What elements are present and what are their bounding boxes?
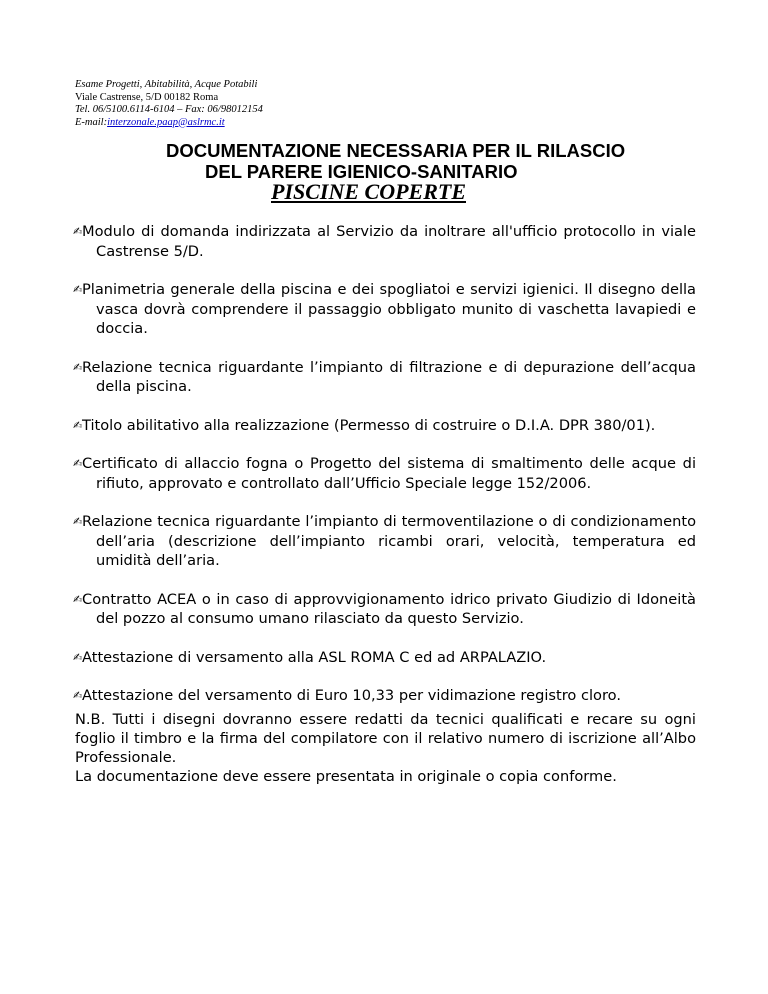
- title-line-2: DEL PARERE IGIENICO-SANITARIO: [205, 161, 518, 182]
- list-item-text: Attestazione di versamento alla ASL ROMA C ed ad ARPALAZIO.: [82, 648, 547, 666]
- list-item: [75, 512, 696, 571]
- list-item: [75, 590, 696, 629]
- writing-hand-icon: ✍: [73, 418, 83, 432]
- note-block: [75, 710, 696, 786]
- list-item: [75, 648, 696, 668]
- list-item: [75, 280, 696, 339]
- list-item-text: Titolo abilitativo alla realizzazione (Permesso di costruire o D.I.A. DPR 380/01).: [82, 416, 656, 434]
- email-link[interactable]: interzonale.paap@aslrmc.it: [107, 116, 225, 128]
- office-phone: Tel. 06/5100.6114-6104 – Fax: 06/98012154: [75, 104, 263, 115]
- email-label: E-mail:: [75, 116, 108, 128]
- list-item-text: Planimetria generale della piscina e dei spogliatoi e servizi igienici. Il disegno della vasca dovrà comprendere il passaggio obbligato munito di vaschetta lavapiedi e doccia.: [82, 281, 696, 337]
- document-subtitle: PISCINE COPERTE: [271, 179, 466, 204]
- list-item-text: Modulo di domanda indirizzata al Servizio da inoltrare all'ufficio protocollo in viale Castrense 5/D.: [82, 223, 696, 260]
- writing-hand-icon: ✍: [73, 225, 83, 238]
- note-last-line: La documentazione deve essere presentata in originale o copia conforme.: [75, 768, 617, 785]
- list-item-text: Relazione tecnica riguardante l’impianto di termoventilazione o di condizionamento dell’aria (descrizione dell’impianto ricambi orari, velocità, temperatura ed umidità dell’aria.: [82, 513, 696, 569]
- list-item: [75, 416, 696, 436]
- writing-hand-icon: ✍: [73, 283, 83, 296]
- note-paragraph: N.B. Tutti i disegni dovranno essere redatti da tecnici qualificati e recare su ogni foglio il timbro e la firma del compilatore con il relativo numero di iscrizione all’Albo Professionale.: [75, 711, 696, 766]
- writing-hand-icon: ✍: [73, 515, 83, 528]
- office-email-line: [75, 117, 263, 130]
- list-item-text: Contratto ACEA o in caso di approvvigionamento idrico privato Giudizio di Idoneità del pozzo al consumo umano rilasciato da questo Servizio.: [82, 590, 696, 627]
- list-item: [75, 358, 696, 397]
- list-item: [75, 454, 696, 493]
- title-line-1: DOCUMENTAZIONE NECESSARIA PER IL RILASCIO: [166, 140, 626, 161]
- office-address: Viale Castrense, 5/D 00182 Roma: [75, 91, 219, 103]
- list-item-text: Certificato di allaccio fogna o Progetto del sistema di smaltimento delle acque di rifiuto, approvato e controllato dall’Ufficio Speciale legge 152/2006.: [82, 455, 696, 492]
- list-item: [75, 222, 696, 261]
- writing-hand-icon: ✍: [73, 650, 83, 664]
- list-item-text: Relazione tecnica riguardante l’impianto di filtrazione e di depurazione dell’acqua della piscina.: [82, 358, 696, 395]
- office-header: [75, 79, 263, 129]
- writing-hand-icon: ✍: [73, 592, 83, 606]
- requirements-list: [75, 222, 696, 725]
- writing-hand-icon: ✍: [73, 360, 83, 374]
- list-item: [75, 686, 696, 706]
- list-item-text: Attestazione del versamento di Euro 10,33 per vidimazione registro cloro.: [82, 687, 621, 704]
- writing-hand-icon: ✍: [73, 457, 83, 470]
- office-name: Esame Progetti, Abitabilità, Acque Potabili: [75, 79, 258, 90]
- writing-hand-icon: ✍: [73, 689, 83, 702]
